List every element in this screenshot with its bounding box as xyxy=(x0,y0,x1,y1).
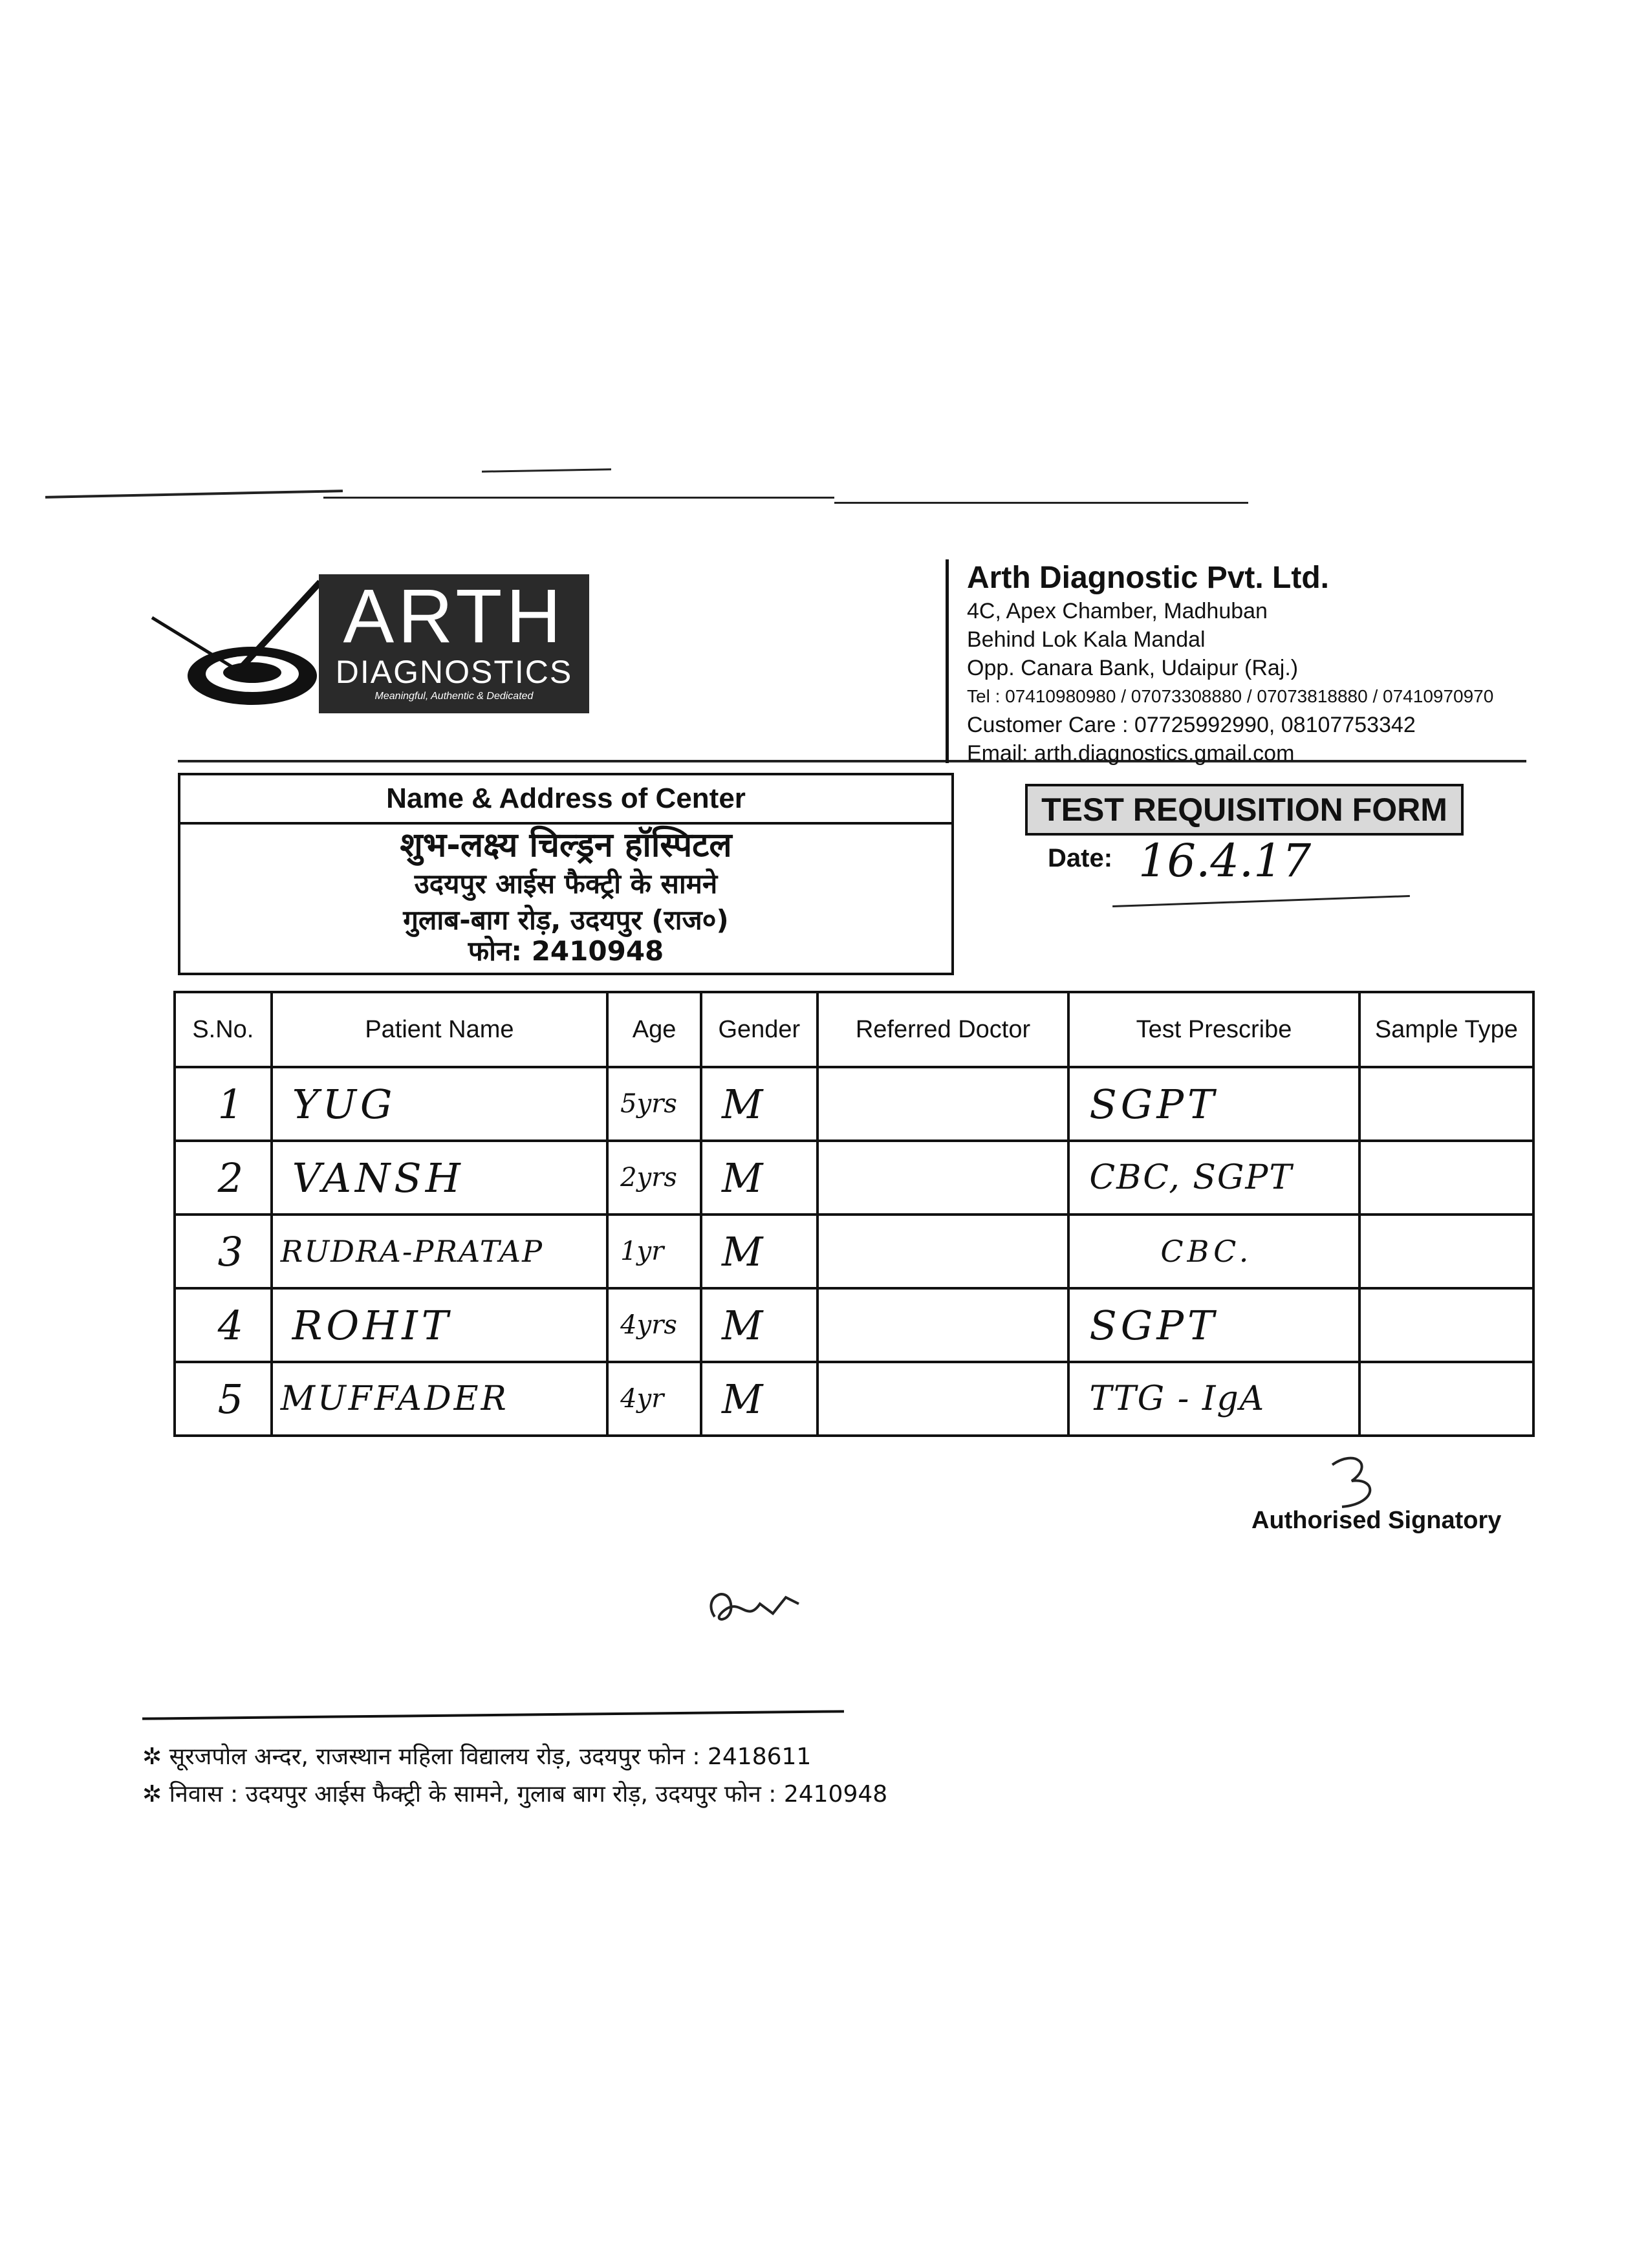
cell-sno: 2 xyxy=(175,1141,272,1215)
col-header-sno: S.No. xyxy=(175,992,272,1067)
cell-sample-type xyxy=(1359,1288,1533,1362)
footer-rule xyxy=(142,1710,844,1720)
center-stamp-line-2: उदयपुर आईस फैक्ट्री के सामने xyxy=(414,868,718,900)
center-heading: Name & Address of Center xyxy=(180,775,951,825)
scan-line xyxy=(482,468,611,472)
table-row xyxy=(175,1215,1533,1288)
form-title: TEST REQUISITION FORM xyxy=(1025,784,1464,836)
cell-patient-name: MUFFADER xyxy=(272,1362,607,1436)
cell-test-prescribe: SGPT xyxy=(1068,1067,1359,1141)
cell-gender: M xyxy=(701,1362,817,1436)
cell-sno: 3 xyxy=(175,1215,272,1288)
cell-sample-type xyxy=(1359,1362,1533,1436)
col-header-referred-doctor: Referred Doctor xyxy=(817,992,1069,1067)
cell-patient-name: RUDRA-PRATAP xyxy=(272,1215,607,1288)
center-box xyxy=(178,773,954,975)
cell-sno: 4 xyxy=(175,1288,272,1362)
cell-sample-type xyxy=(1359,1215,1533,1288)
cell-age: 4yrs xyxy=(607,1288,701,1362)
company-email: Email: arth.diagnostics.gmail.com xyxy=(967,741,1295,766)
cell-test-prescribe: CBC. xyxy=(1068,1215,1359,1288)
table-row xyxy=(175,1141,1533,1215)
table-header-row xyxy=(175,992,1533,1067)
footer-address-1: ✲ सूरजपोल अन्दर, राजस्थान महिला विद्यालय रोड़, उदयपुर फोन : 2418611 xyxy=(142,1744,812,1770)
col-header-sample-type: Sample Type xyxy=(1359,992,1533,1067)
company-address-2: Behind Lok Kala Mandal xyxy=(967,627,1206,652)
date-label: Date: xyxy=(1048,844,1113,872)
cell-patient-name: VANSH xyxy=(272,1141,607,1215)
cell-age: 2yrs xyxy=(607,1141,701,1215)
center-stamp-line-1: शुभ-लक्ष्य चिल्ड्रन हॉस्पिटल xyxy=(400,826,732,865)
cell-sample-type xyxy=(1359,1141,1533,1215)
cell-patient-name: YUG xyxy=(272,1067,607,1141)
cell-sample-type xyxy=(1359,1067,1533,1141)
logo-main-text: ARTH xyxy=(343,574,565,659)
cell-age: 4yr xyxy=(607,1362,701,1436)
cell-referred-doctor xyxy=(817,1141,1069,1215)
initials-mark xyxy=(702,1578,812,1636)
company-address-3: Opp. Canara Bank, Udaipur (Raj.) xyxy=(967,656,1299,680)
cell-referred-doctor xyxy=(817,1215,1069,1288)
table-row xyxy=(175,1288,1533,1362)
logo-badge xyxy=(319,574,589,713)
scan-line xyxy=(45,490,343,499)
cell-gender: M xyxy=(701,1067,817,1141)
footer-address-2: ✲ निवास : उदयपुर आईस फैक्ट्री के सामने, गुलाब बाग रोड़, उदयपुर फोन : 2410948 xyxy=(142,1781,888,1808)
company-tel: Tel : 07410980980 / 07073308880 / 07073818880 / 07410970970 xyxy=(967,686,1494,706)
company-info xyxy=(967,559,1549,768)
col-header-gender: Gender xyxy=(701,992,817,1067)
handwritten-signature-mark xyxy=(1316,1452,1407,1523)
company-customer-care: Customer Care : 07725992990, 08107753342 xyxy=(967,713,1416,737)
center-stamp-line-4: फोन: 2410948 xyxy=(468,935,664,967)
cell-age: 5yrs xyxy=(607,1067,701,1141)
table-row xyxy=(175,1362,1533,1436)
cell-test-prescribe: TTG - IgA xyxy=(1068,1362,1359,1436)
cell-sno: 1 xyxy=(175,1067,272,1141)
table-row xyxy=(175,1067,1533,1141)
authorised-signatory-label: Authorised Signatory xyxy=(1251,1507,1502,1534)
cell-test-prescribe: CBC, SGPT xyxy=(1068,1141,1359,1215)
col-header-age: Age xyxy=(607,992,701,1067)
patient-table xyxy=(173,991,1535,1437)
cell-referred-doctor xyxy=(817,1362,1069,1436)
center-stamp-line-3: गुलाब-बाग रोड़, उदयपुर (राज०) xyxy=(403,904,729,936)
cell-patient-name: ROHIT xyxy=(272,1288,607,1362)
divider xyxy=(946,559,949,763)
cell-referred-doctor xyxy=(817,1288,1069,1362)
cell-gender: M xyxy=(701,1141,817,1215)
cell-test-prescribe: SGPT xyxy=(1068,1288,1359,1362)
logo-sub-text: DIAGNOSTICS xyxy=(335,654,573,690)
cell-gender: M xyxy=(701,1215,817,1288)
date-underline xyxy=(1112,895,1410,907)
target-check-icon xyxy=(146,569,320,718)
col-header-test-prescribe: Test Prescribe xyxy=(1068,992,1359,1067)
col-header-patient-name: Patient Name xyxy=(272,992,607,1067)
cell-sno: 5 xyxy=(175,1362,272,1436)
company-name: Arth Diagnostic Pvt. Ltd. xyxy=(967,561,1330,595)
scan-line xyxy=(834,502,1248,504)
logo-tagline: Meaningful, Authentic & Dedicated xyxy=(374,691,534,702)
cell-age: 1yr xyxy=(607,1215,701,1288)
arth-logo xyxy=(146,569,592,718)
cell-gender: M xyxy=(701,1288,817,1362)
date-value: 16.4.17 xyxy=(1138,834,1312,887)
company-address-1: 4C, Apex Chamber, Madhuban xyxy=(967,599,1268,623)
scan-line xyxy=(323,497,834,499)
cell-referred-doctor xyxy=(817,1067,1069,1141)
